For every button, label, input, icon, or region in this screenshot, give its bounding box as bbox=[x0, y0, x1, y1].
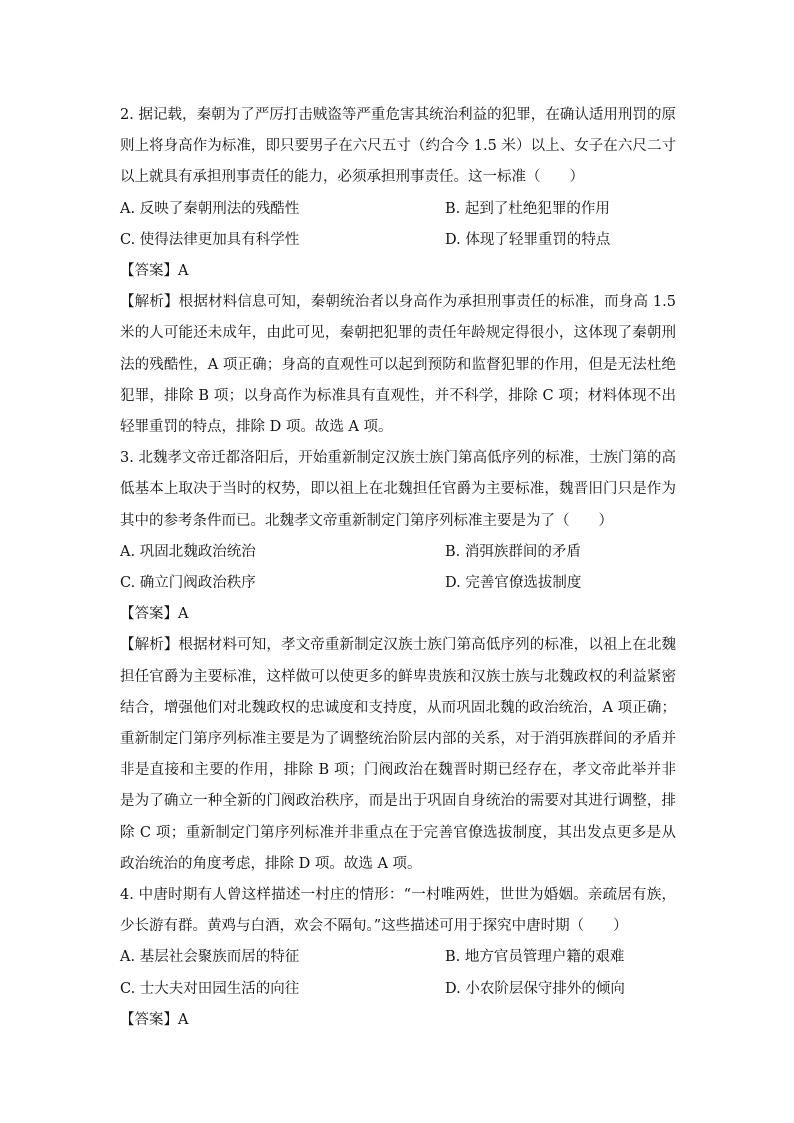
question-4-option-d: D. 小农阶层保守排外的倾向 bbox=[445, 980, 625, 997]
question-2-option-b: B. 起到了杜绝犯罪的作用 bbox=[445, 200, 610, 217]
question-3-answer: 【答案】A bbox=[120, 606, 189, 623]
question-3-options bbox=[120, 537, 676, 599]
question-2-option-c: C. 使得法律更加具有科学性 bbox=[120, 231, 300, 248]
question-4-answer: 【答案】A bbox=[120, 1011, 189, 1028]
question-2-stem: 2. 据记载，秦朝为了严厉打击贼盗等严重危害其统治利益的犯罪，在确认适用刑罚的原则上将身高作为标准，即只要男子在六尺五寸（约合今 1.5 米）以上、女子在六尺二寸以上就具有承担刑事责任的能力，必须承担刑事责任。这一标准（ ） bbox=[120, 107, 676, 186]
question-2-options bbox=[120, 194, 676, 256]
question-4-option-b: B. 地方官员管理户籍的艰难 bbox=[445, 949, 625, 966]
question-3-option-b: B. 消弭族群间的矛盾 bbox=[445, 543, 581, 560]
question-2-answer: 【答案】A bbox=[120, 263, 189, 280]
question-3-option-c: C. 确立门阀政治秩序 bbox=[120, 575, 256, 592]
question-2-option-a: A. 反映了秦朝刑法的残酷性 bbox=[120, 200, 300, 217]
question-3-analysis: 【解析】根据材料可知，孝文帝重新制定汉族士族门第高低序列的标准，以祖上在北魏担任官爵为主要标准，这样做可以使更多的鲜卑贵族和汉族士族与北魏政权的利益紧密结合，增强他们对北魏政权的忠诚度和支持度，从而巩固北魏的政治统治，A 项正确；重新制定门第序列标准主要是为了调整统治阶层内部的关系，对于消弭族群间的矛盾并非是直接和主要的作用，排除 B 项；门阀政治在魏晋时期已经存在，孝文帝此举并非是为了确立一种全新的门阀政治秩序，而是出于巩固自身统治的需要对其进行调整，排除 C 项；重新制定门第序列标准并非重点在于完善官僚选拔制度，其出发点更多是从政治统治的角度考虑，排除 D 项。故选 A 项。 bbox=[120, 637, 676, 872]
question-4-stem: 4. 中唐时期有人曾这样描述一村庄的情形：“一村唯两姓，世世为婚姻。亲疏居有族，少长游有群。黄鸡与白酒，欢会不隔旬。”这些描述可用于探究中唐时期（ ） bbox=[120, 887, 676, 935]
question-4-options bbox=[120, 942, 676, 1004]
question-4-option-c: C. 士大夫对田园生活的向往 bbox=[120, 980, 300, 997]
document-content bbox=[120, 100, 676, 1036]
question-3-stem: 3. 北魏孝文帝迁都洛阳后，开始重新制定汉族士族门第高低序列的标准，士族门第的高低基本上取决于当时的权势，即以祖上在北魏担任官爵为主要标准，魏晋旧门只是作为其中的参考条件而已。北魏孝文帝重新制定门第序列标准主要是为了（ ） bbox=[120, 450, 676, 529]
question-4-option-a: A. 基层社会聚族而居的特征 bbox=[120, 949, 300, 966]
question-2-option-d: D. 体现了轻罪重罚的特点 bbox=[445, 231, 611, 248]
question-3-option-a: A. 巩固北魏政治统治 bbox=[120, 543, 256, 560]
question-2-analysis: 【解析】根据材料信息可知，秦朝统治者以身高作为承担刑事责任的标准，而身高 1.5 米的人可能还未成年，由此可见，秦朝把犯罪的责任年龄规定得很小，这体现了秦朝刑法的残酷性，A 项正确；身高的直观性可以起到预防和监督犯罪的作用，但是无法杜绝犯罪，排除 B 项；以身高作为标准具有直观性，并不科学，排除 C 项；材料体现不出轻罪重罚的特点，排除 D 项。故选 A 项。 bbox=[120, 294, 676, 436]
question-3-option-d: D. 完善官僚选拔制度 bbox=[445, 575, 582, 592]
